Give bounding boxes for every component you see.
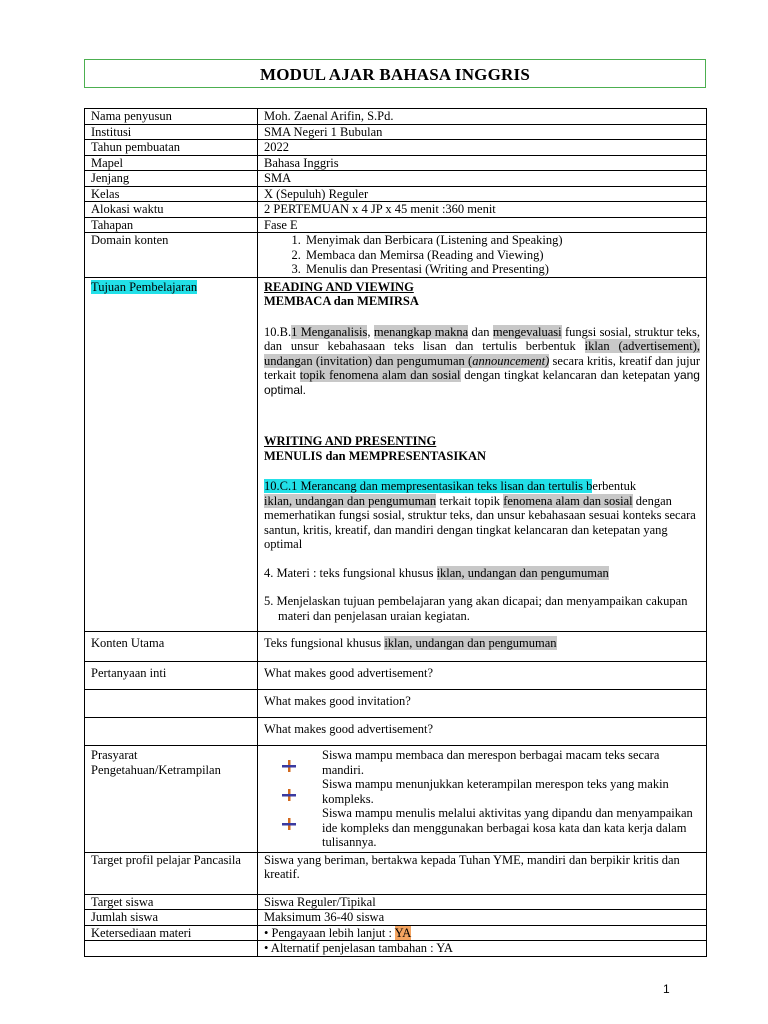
row-value: SMA <box>258 171 707 187</box>
list-item <box>310 748 700 777</box>
row-label: Target siswa <box>85 894 258 910</box>
domain-list <box>264 233 700 277</box>
row-label: Tahun pembuatan <box>85 140 258 156</box>
row-label: Konten Utama <box>85 632 258 662</box>
row-value: What makes good invitation? <box>258 690 707 718</box>
row-label <box>85 718 258 746</box>
row-value: Siswa Reguler/Tipikal <box>258 894 707 910</box>
row-label: Mapel <box>85 155 258 171</box>
table-row <box>85 690 707 718</box>
arrow-bullet-icon <box>282 789 296 801</box>
row-value: Bahasa Inggris <box>258 155 707 171</box>
row-label: Ketersediaan materi <box>85 925 258 941</box>
table-row <box>85 852 707 894</box>
page-number: 1 <box>663 982 670 996</box>
highlight-span: YA <box>394 925 412 940</box>
writing-paragraph <box>264 479 700 552</box>
row-value: Moh. Zaenal Arifin, S.Pd. <box>258 109 707 125</box>
writing-subheading: MENULIS dan MEMPRESENTASIKAN <box>264 448 487 463</box>
row-value <box>258 277 707 632</box>
row-value: 2 PERTEMUAN x 4 JP x 45 menit :360 menit <box>258 202 707 218</box>
text-span: secara kritis, kreatif dan jujur terkait <box>264 353 700 382</box>
row-value: X (Sepuluh) Reguler <box>258 186 707 202</box>
row-value: What makes good advertisement? <box>258 662 707 690</box>
text-span: 10.B. <box>264 324 292 339</box>
row-value: SMA Negeri 1 Bubulan <box>258 124 707 140</box>
row-value: Maksimum 36-40 siswa <box>258 910 707 926</box>
list-item: 3. Menulis dan Presentasi (Writing and Presenting) <box>304 262 700 277</box>
row-value <box>258 632 707 662</box>
highlight-span: iklan, undangan dan pengumuman <box>436 565 609 580</box>
list-item: 2. Membaca dan Memirsa (Reading and Viewing) <box>304 248 700 263</box>
row-value: 2022 <box>258 140 707 156</box>
row-value <box>258 233 707 278</box>
module-table <box>84 108 707 957</box>
row-label: Alokasi waktu <box>85 202 258 218</box>
list-item: 1. Menyimak dan Berbicara (Listening and Speaking) <box>304 233 700 248</box>
table-row <box>85 718 707 746</box>
highlight-span: mengevaluasi <box>492 324 562 339</box>
table-row <box>85 662 707 690</box>
text-span: , <box>367 324 374 339</box>
text-span: • Pengayaan lebih lanjut : <box>264 925 395 940</box>
highlight-span: iklan, undangan dan pengumuman <box>264 493 437 508</box>
table-row <box>85 277 707 632</box>
arrow-bullet-icon <box>282 818 296 830</box>
text-span: Teks fungsional khusus <box>264 636 385 650</box>
text-span: fungsi sosial, struktur teks, dan unsur kebahasaan teks lisan dan tertulis berbentuk <box>264 324 701 353</box>
text-span: 4. Materi : teks fungsional khusus <box>264 565 437 580</box>
row-label <box>85 941 258 957</box>
text-span: yang optimal. <box>264 368 700 397</box>
text-span: dan <box>468 324 493 339</box>
highlight-span: announcement) <box>472 353 550 368</box>
reading-subheading: MEMBACA dan MEMIRSA <box>264 294 419 308</box>
row-label: Tahapan <box>85 217 258 233</box>
row-label: Jumlah siswa <box>85 910 258 926</box>
table-row <box>85 925 707 941</box>
table-row <box>85 217 707 233</box>
prasyarat-label: Pengetahuan/Ketrampilan <box>91 762 221 777</box>
table-row <box>85 155 707 171</box>
row-label: Target profil pelajar Pancasila <box>85 852 258 894</box>
highlight-span: fenomena alam dan sosial <box>503 493 633 508</box>
row-label: Domain konten <box>85 233 258 278</box>
list-item-text: Siswa mampu membaca dan merespon berbagai macam teks secara mandiri. <box>322 748 660 777</box>
objective-line: 5. Menjelaskan tujuan pembelajaran yang akan dicapai; dan menyampaikan cakupan materi dan penjelasan uraian kegiatan. <box>264 594 688 623</box>
highlight-span: iklan, undangan dan pengumuman <box>384 636 557 650</box>
materi-line <box>264 566 700 581</box>
table-row <box>85 171 707 187</box>
prereq-list <box>264 748 700 850</box>
arrow-bullet-icon <box>282 760 296 772</box>
prasyarat-label: Prasyarat <box>91 748 138 762</box>
list-item <box>310 777 700 806</box>
text-span: dengan tingkat kelancaran dan ketepatan <box>460 368 674 382</box>
table-row <box>85 941 707 957</box>
highlight-span: topik fenomena alam dan sosial <box>299 368 461 382</box>
text-span: dengan memerhatikan fungsi sosial, struktur teks, dan unsur kebahasaan sesuai konteks secara santun, kritis, kreatif, dan mandiri dengan tingkat kelancaran dan ketepatan yang optimal <box>264 493 696 551</box>
row-label <box>85 690 258 718</box>
row-value: Siswa yang beriman, bertakwa kepada Tuhan YME, mandiri dan berpikir kritis dan kreatif. <box>258 852 707 894</box>
row-label: Kelas <box>85 186 258 202</box>
row-label: Institusi <box>85 124 258 140</box>
row-value: • Alternatif penjelasan tambahan : YA <box>258 941 707 957</box>
row-value: What makes good advertisement? <box>258 718 707 746</box>
table-row <box>85 109 707 125</box>
table-row <box>85 746 707 853</box>
row-value: Fase E <box>258 217 707 233</box>
row-label <box>85 746 258 853</box>
reading-paragraph <box>264 325 700 398</box>
document-title: MODUL AJAR BAHASA INGGRIS <box>84 59 706 88</box>
highlight-span: menangkap makna <box>373 324 469 339</box>
highlight-span: iklan (advertisement), undangan (invitation) dan pengumuman ( <box>264 339 700 368</box>
row-value <box>258 925 707 941</box>
list-item <box>310 806 700 850</box>
row-value <box>258 746 707 853</box>
table-row <box>85 124 707 140</box>
list-item-text: Siswa mampu menunjukkan keterampilan merespon teks yang makin kompleks. <box>322 777 669 806</box>
table-row <box>85 233 707 278</box>
list-item-text: Siswa mampu menulis melalui aktivitas yang dipandu dan menyampaikan ide kompleks dan menggunakan berbagai kosa kata dan kata kerja dalam tulisannya. <box>322 806 693 849</box>
highlight-span: 1 Menganalisis <box>291 324 368 339</box>
table-row <box>85 910 707 926</box>
table-row <box>85 186 707 202</box>
text-span: erbentuk <box>592 479 637 493</box>
tujuan-label: Tujuan Pembelajaran <box>91 279 198 294</box>
table-row <box>85 894 707 910</box>
table-row <box>85 632 707 662</box>
row-label: Jenjang <box>85 171 258 187</box>
row-label: Nama penyusun <box>85 109 258 125</box>
table-row <box>85 140 707 156</box>
table-row <box>85 202 707 218</box>
text-span: terkait topik <box>436 493 504 508</box>
writing-heading: WRITING AND PRESENTING <box>264 434 437 448</box>
row-label: Pertanyaan inti <box>85 662 258 690</box>
highlight-span: 10.C.1 Merancang dan mempresentasikan teks lisan dan tertulis b <box>264 479 593 493</box>
row-label <box>85 277 258 632</box>
reading-heading: READING AND VIEWING <box>264 279 414 294</box>
